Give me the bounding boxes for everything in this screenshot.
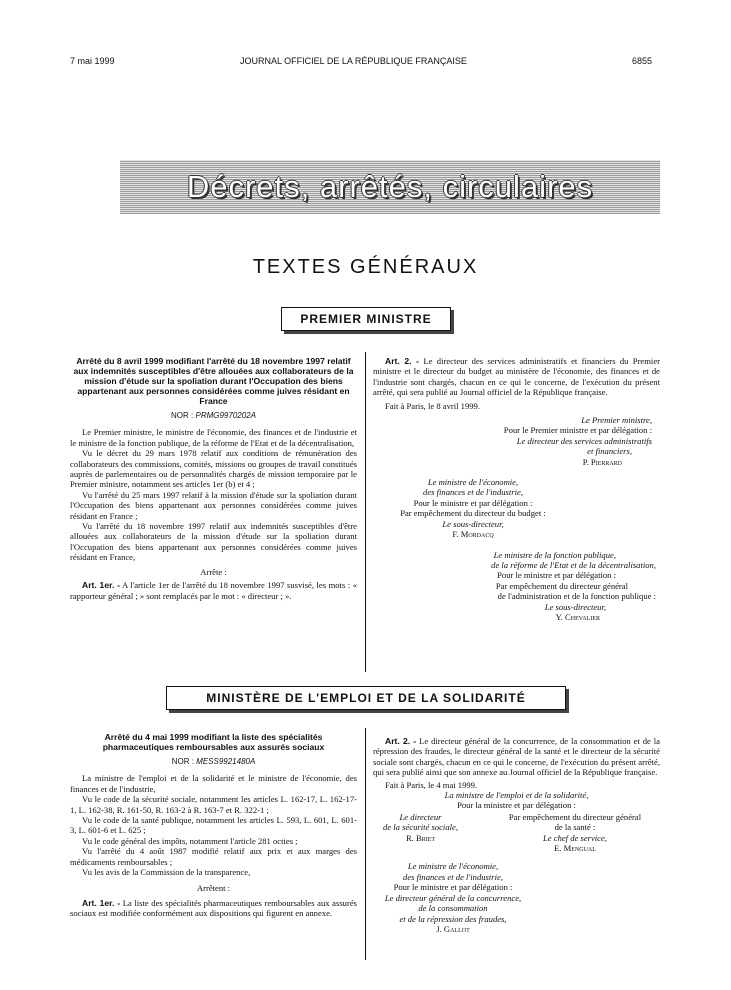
- signature-block: [373, 861, 533, 934]
- signature-row: [373, 812, 660, 854]
- article-text: La liste des spécialités pharmaceutiques remboursables aux assurés sociaux est modifiée conformément aux dispositions qui figurent en annexe.: [70, 897, 357, 919]
- signatory-line: Pour le Premier ministre et par délégation :: [503, 425, 652, 436]
- signature-block: [373, 812, 468, 854]
- signatory-line: Le sous-directeur,: [544, 601, 606, 612]
- header-journal: JOURNAL OFFICIEL DE LA RÉPUBLIQUE FRANÇAISE: [240, 56, 467, 66]
- paragraph: Le Premier ministre, le ministre de l'économie, des finances et de l'industrie et le ministre de la fonction publique, de la réforme de l'Etat et de la décentralisation,: [70, 427, 357, 448]
- signatory-name: F. Mordacq: [452, 529, 494, 540]
- signatory-line: et de la répression des fraudes,: [399, 913, 507, 924]
- section-banner: Décrets, arrêtés, circulaires: [120, 160, 660, 214]
- signatory-line: Par empêchement du directeur du budget :: [400, 508, 546, 519]
- paragraph: Vu l'arrêté du 18 novembre 1997 relatif aux indemnités susceptibles d'être allouées aux collaborateurs de la mission d'étude sur la spoliation durant l'Occupation des biens appartenant aux personnes considérées comme juives résidant en France,: [70, 521, 357, 563]
- signatory-line: de l'administration et de la fonction publique :: [497, 591, 656, 602]
- section-title: TEXTES GÉNÉRAUX: [252, 256, 479, 278]
- nor-code: PRMG9970202A: [195, 411, 256, 420]
- signatory-name: Y. Chevalier: [555, 611, 600, 622]
- signatory-name: E. Mengual: [554, 843, 596, 854]
- signatory-line: Le directeur: [399, 811, 442, 822]
- paragraph: Vu le décret du 29 mars 1978 relatif aux conditions de rémunération des collaborateurs des commissions, comités, missions ou groupes de travail constitués auprès de parlementaires ou de personnalités chargés de mission temporaire par le Premier ministre, notamment ses articles 1er (b) et 4 ;: [70, 448, 357, 490]
- arrete-label: Arrête :: [200, 566, 227, 577]
- article-2: [373, 736, 660, 778]
- article-text: A l'article 1er de l'arrêté du 18 novembre 1997 susvisé, les mots : « rapporteur général ; » sont remplacés par le mot : « directeur ; ».: [70, 580, 357, 601]
- signatory-line: et financiers,: [587, 446, 632, 457]
- signatory-line: Par empêchement du directeur général: [495, 580, 628, 591]
- column-divider: [365, 352, 366, 672]
- signatory-line: Le directeur général de la concurrence,: [384, 892, 522, 903]
- header-page-number: 6855: [632, 56, 653, 66]
- article-1: [70, 898, 357, 919]
- paragraph: Vu l'arrêté du 25 mars 1997 relatif à la mission d'étude sur la spoliation durant l'Occupation des biens appartenant aux personnes considérées comme juives résidant en France ;: [70, 489, 357, 521]
- signature-block: [373, 550, 660, 623]
- article-text: Le directeur des services administratifs et financiers du Premier ministre et le directeur du budget au ministère de l'économie, des finances et de l'industrie sont chargés, chacun en ce qui le concerne, de l'exécution du présent arrêté, qui sera publié au Journal officiel de la République française.: [373, 356, 660, 398]
- signatory-line: Pour le ministre et par délégation :: [413, 497, 533, 508]
- paragraph: Vu le code de la santé publique, notamment les articles L. 593, L. 601, L. 601-3, L. 601-6 et L. 625 ;: [70, 815, 357, 836]
- article-1: [70, 580, 357, 601]
- signatory-line: Pour la ministre et par délégation :: [457, 800, 576, 811]
- article-2: [373, 356, 660, 398]
- signatory-title: La ministre de l'emploi et de la solidarité,: [444, 790, 589, 801]
- article-label: Art. 1er. -: [82, 897, 121, 908]
- article-label: Art. 2. -: [385, 356, 419, 366]
- signature-block: [490, 812, 660, 854]
- decree-right-column: [373, 356, 660, 622]
- nor-reference: [70, 411, 357, 421]
- paragraph: Vu le code de la sécurité sociale, notamment les articles L. 162-17, L. 162-17-1, L. 162-38, R. 161-50, R. 163-2 à R. 163-7 et R. 322-1 ;: [70, 794, 357, 815]
- signatory-title: Le Premier ministre,: [581, 415, 652, 426]
- signatory-line: Par empêchement du directeur général: [508, 811, 642, 822]
- signatory-line: de la sécurité sociale,: [383, 822, 458, 833]
- decree-left-column: [70, 356, 357, 601]
- paragraph: Vu les avis de la Commission de la transparence,: [82, 867, 251, 878]
- signatory-name: J. Gallot: [436, 923, 470, 934]
- paragraph: Vu l'arrêté du 4 août 1987 modifié relatif aux prix et aux marges des médicaments remboursables ;: [70, 846, 357, 867]
- nor-reference: [70, 757, 357, 767]
- decree-title: Arrêté du 4 mai 1999 modifiant la liste des spécialités pharmaceutiques remboursables aux assurés sociaux: [102, 732, 325, 752]
- ministry-heading: MINISTÈRE DE L'EMPLOI ET DE LA SOLIDARITÉ: [166, 686, 566, 710]
- article-text: Le directeur général de la concurrence, de la consommation et de la répression des fraudes, le directeur général de la santé et le directeur de la sécurité sociale sont chargés, chacun en ce qui le concerne, de l'exécution du présent arrêté, qui sera publié ainsi que son annexe au Journal officiel de la République française.: [373, 736, 660, 778]
- arrete-label: Arrêtent :: [196, 883, 231, 894]
- signatory-line: Le chef de service,: [543, 832, 607, 843]
- article-label: Art. 2. -: [385, 736, 417, 746]
- signatory-line: Pour le ministre et par délégation :: [497, 570, 616, 581]
- header-date: 7 mai 1999: [70, 56, 115, 66]
- signatory-line: Le sous-directeur,: [442, 518, 504, 529]
- signatory-line: Le directeur des services administratifs: [516, 435, 652, 446]
- nor-label: NOR :: [171, 757, 194, 766]
- signatory-name: R. Briet: [405, 832, 436, 843]
- signatory-title: Le ministre de l'économie,: [407, 861, 499, 872]
- decree-title: Arrêté du 8 avril 1999 modifiant l'arrêté du 18 novembre 1997 relatif aux indemnités susceptibles d'être allouées aux collaborateurs de la mission d'étude sur la spoliation durant l'Occupation des biens appartenant aux personnes considérées comme juives résidant en France: [73, 356, 354, 406]
- column-divider: [365, 728, 366, 960]
- signatory-line: de la santé :: [554, 822, 596, 833]
- signatory-title: Le ministre de l'économie,: [427, 477, 519, 488]
- signature-block: [373, 415, 660, 467]
- signature-block: [373, 477, 573, 539]
- signatory-line: Pour le ministre et par délégation :: [393, 882, 513, 893]
- signatory-line: de la réforme de l'Etat et de la décentralisation,: [491, 559, 656, 570]
- signatory-title: Le ministre de la fonction publique,: [493, 549, 616, 560]
- nor-label: NOR :: [171, 411, 194, 420]
- ministry-heading: PREMIER MINISTRE: [281, 307, 451, 331]
- signing-date: Fait à Paris, le 4 mai 1999.: [385, 779, 478, 790]
- nor-code: MESS9921480A: [196, 757, 256, 766]
- paragraph: La ministre de l'emploi et de la solidarité et le ministre de l'économie, des finances et de l'industrie,: [70, 773, 357, 794]
- signatory-line: des finances et de l'industrie,: [403, 871, 503, 882]
- paragraph: Vu le code général des impôts, notamment l'article 281 octies ;: [82, 835, 298, 846]
- signatory-line: des finances et de l'industrie,: [423, 487, 523, 498]
- article-label: Art. 1er. -: [82, 580, 120, 591]
- decree-right-column: [373, 736, 660, 934]
- decree-left-column: [70, 732, 357, 919]
- signature-block: [373, 790, 660, 811]
- signatory-name: P. Pierrard: [582, 456, 622, 467]
- signatory-line: de la consommation: [418, 903, 488, 914]
- signing-date: Fait à Paris, le 8 avril 1999.: [385, 400, 480, 411]
